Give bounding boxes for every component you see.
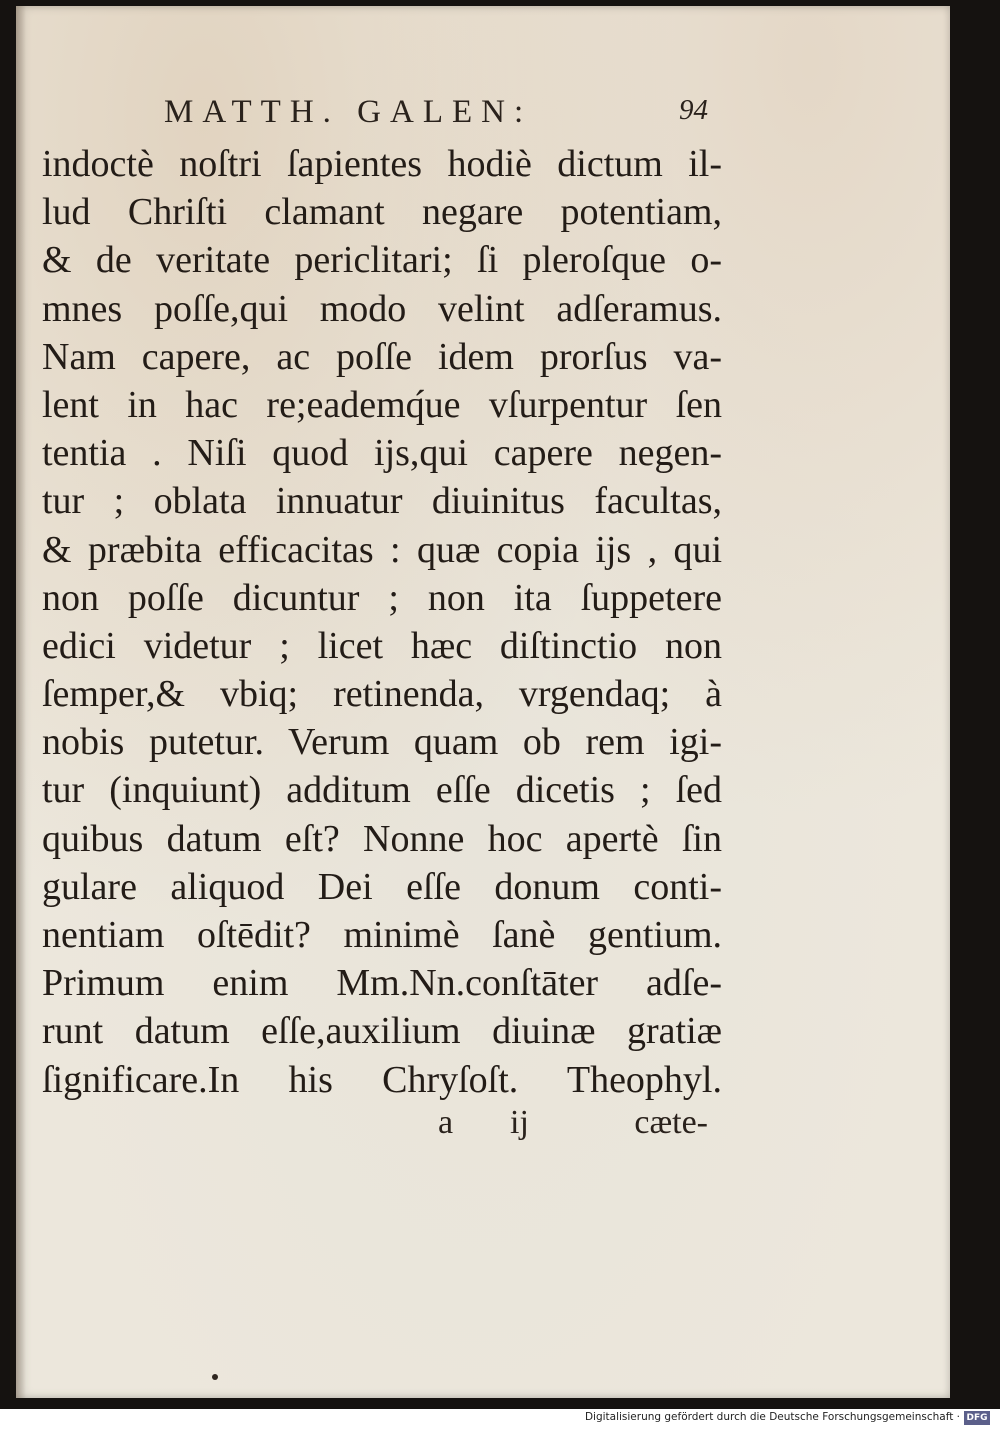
text-line: nobis putetur. Verum quam ob rem igi- xyxy=(42,721,722,764)
text-line: edici videtur ; licet hæc diſtinctio non xyxy=(42,624,722,667)
running-title: MATTH. GALEN: xyxy=(164,94,533,130)
signature-mark-a: a xyxy=(438,1104,454,1141)
text-line: lent in hac re;eademq́ue vſurpentur ſen xyxy=(42,383,722,426)
text-line: mnes poſſe,qui modo velint adſeramus. xyxy=(42,287,722,330)
text-line: & præbita efficacitas : quæ copia ijs , qui xyxy=(42,528,722,571)
book-page xyxy=(16,6,950,1398)
text-line: Primum enim Mm.Nn.conſtāter adſe- xyxy=(42,962,722,1005)
text-line: runt datum eſſe,auxilium diuinæ gratiæ xyxy=(42,1010,722,1053)
signature-mark-ij: ij xyxy=(510,1104,529,1141)
text-line: ſemper,& vbiq; retinenda, vrgendaq; à xyxy=(42,673,722,716)
dfg-logo: DFG xyxy=(964,1411,990,1425)
text-line: tur (inquiunt) additum eſſe dicetis ; ſed xyxy=(42,769,722,812)
text-line: non poſſe dicuntur ; non ita ſuppetere xyxy=(42,576,722,619)
text-line: & de veritate periclitari; ſi pleroſque o- xyxy=(42,239,722,282)
body-text xyxy=(42,140,722,1104)
text-line: gulare aliquod Dei eſſe donum conti- xyxy=(42,865,722,908)
text-line: lud Chriſti clamant negare potentiam, xyxy=(42,191,722,234)
folio-number: 94 xyxy=(679,94,708,126)
running-head xyxy=(164,94,708,144)
text-line: quibus datum eſt? Nonne hoc apertè ſin xyxy=(42,817,722,860)
page-gutter-shadow xyxy=(16,6,26,1398)
text-line: ſignificare.In his Chryſoſt. Theophyl. xyxy=(42,1058,722,1101)
text-line: tur ; oblata innuatur diuinitus facultas, xyxy=(42,480,722,523)
text-line: indoctè noſtri ſapientes hodiè dictum il- xyxy=(42,143,722,185)
footer-bar xyxy=(0,1409,1000,1429)
text-line: tentia . Niſi quod ijs,qui capere negen- xyxy=(42,432,722,475)
text-line: nentiam oſtēdit? minimè ſanè gentium. xyxy=(42,914,722,956)
catchword: cæte- xyxy=(634,1104,708,1141)
signature-line xyxy=(436,1104,716,1152)
text-line: Nam capere, ac poſſe idem prorſus va- xyxy=(42,335,722,378)
digitization-credit: Digitalisierung gefördert durch die Deutsche Forschungsgemeinschaft · xyxy=(584,1411,960,1423)
ink-speck xyxy=(212,1374,218,1380)
